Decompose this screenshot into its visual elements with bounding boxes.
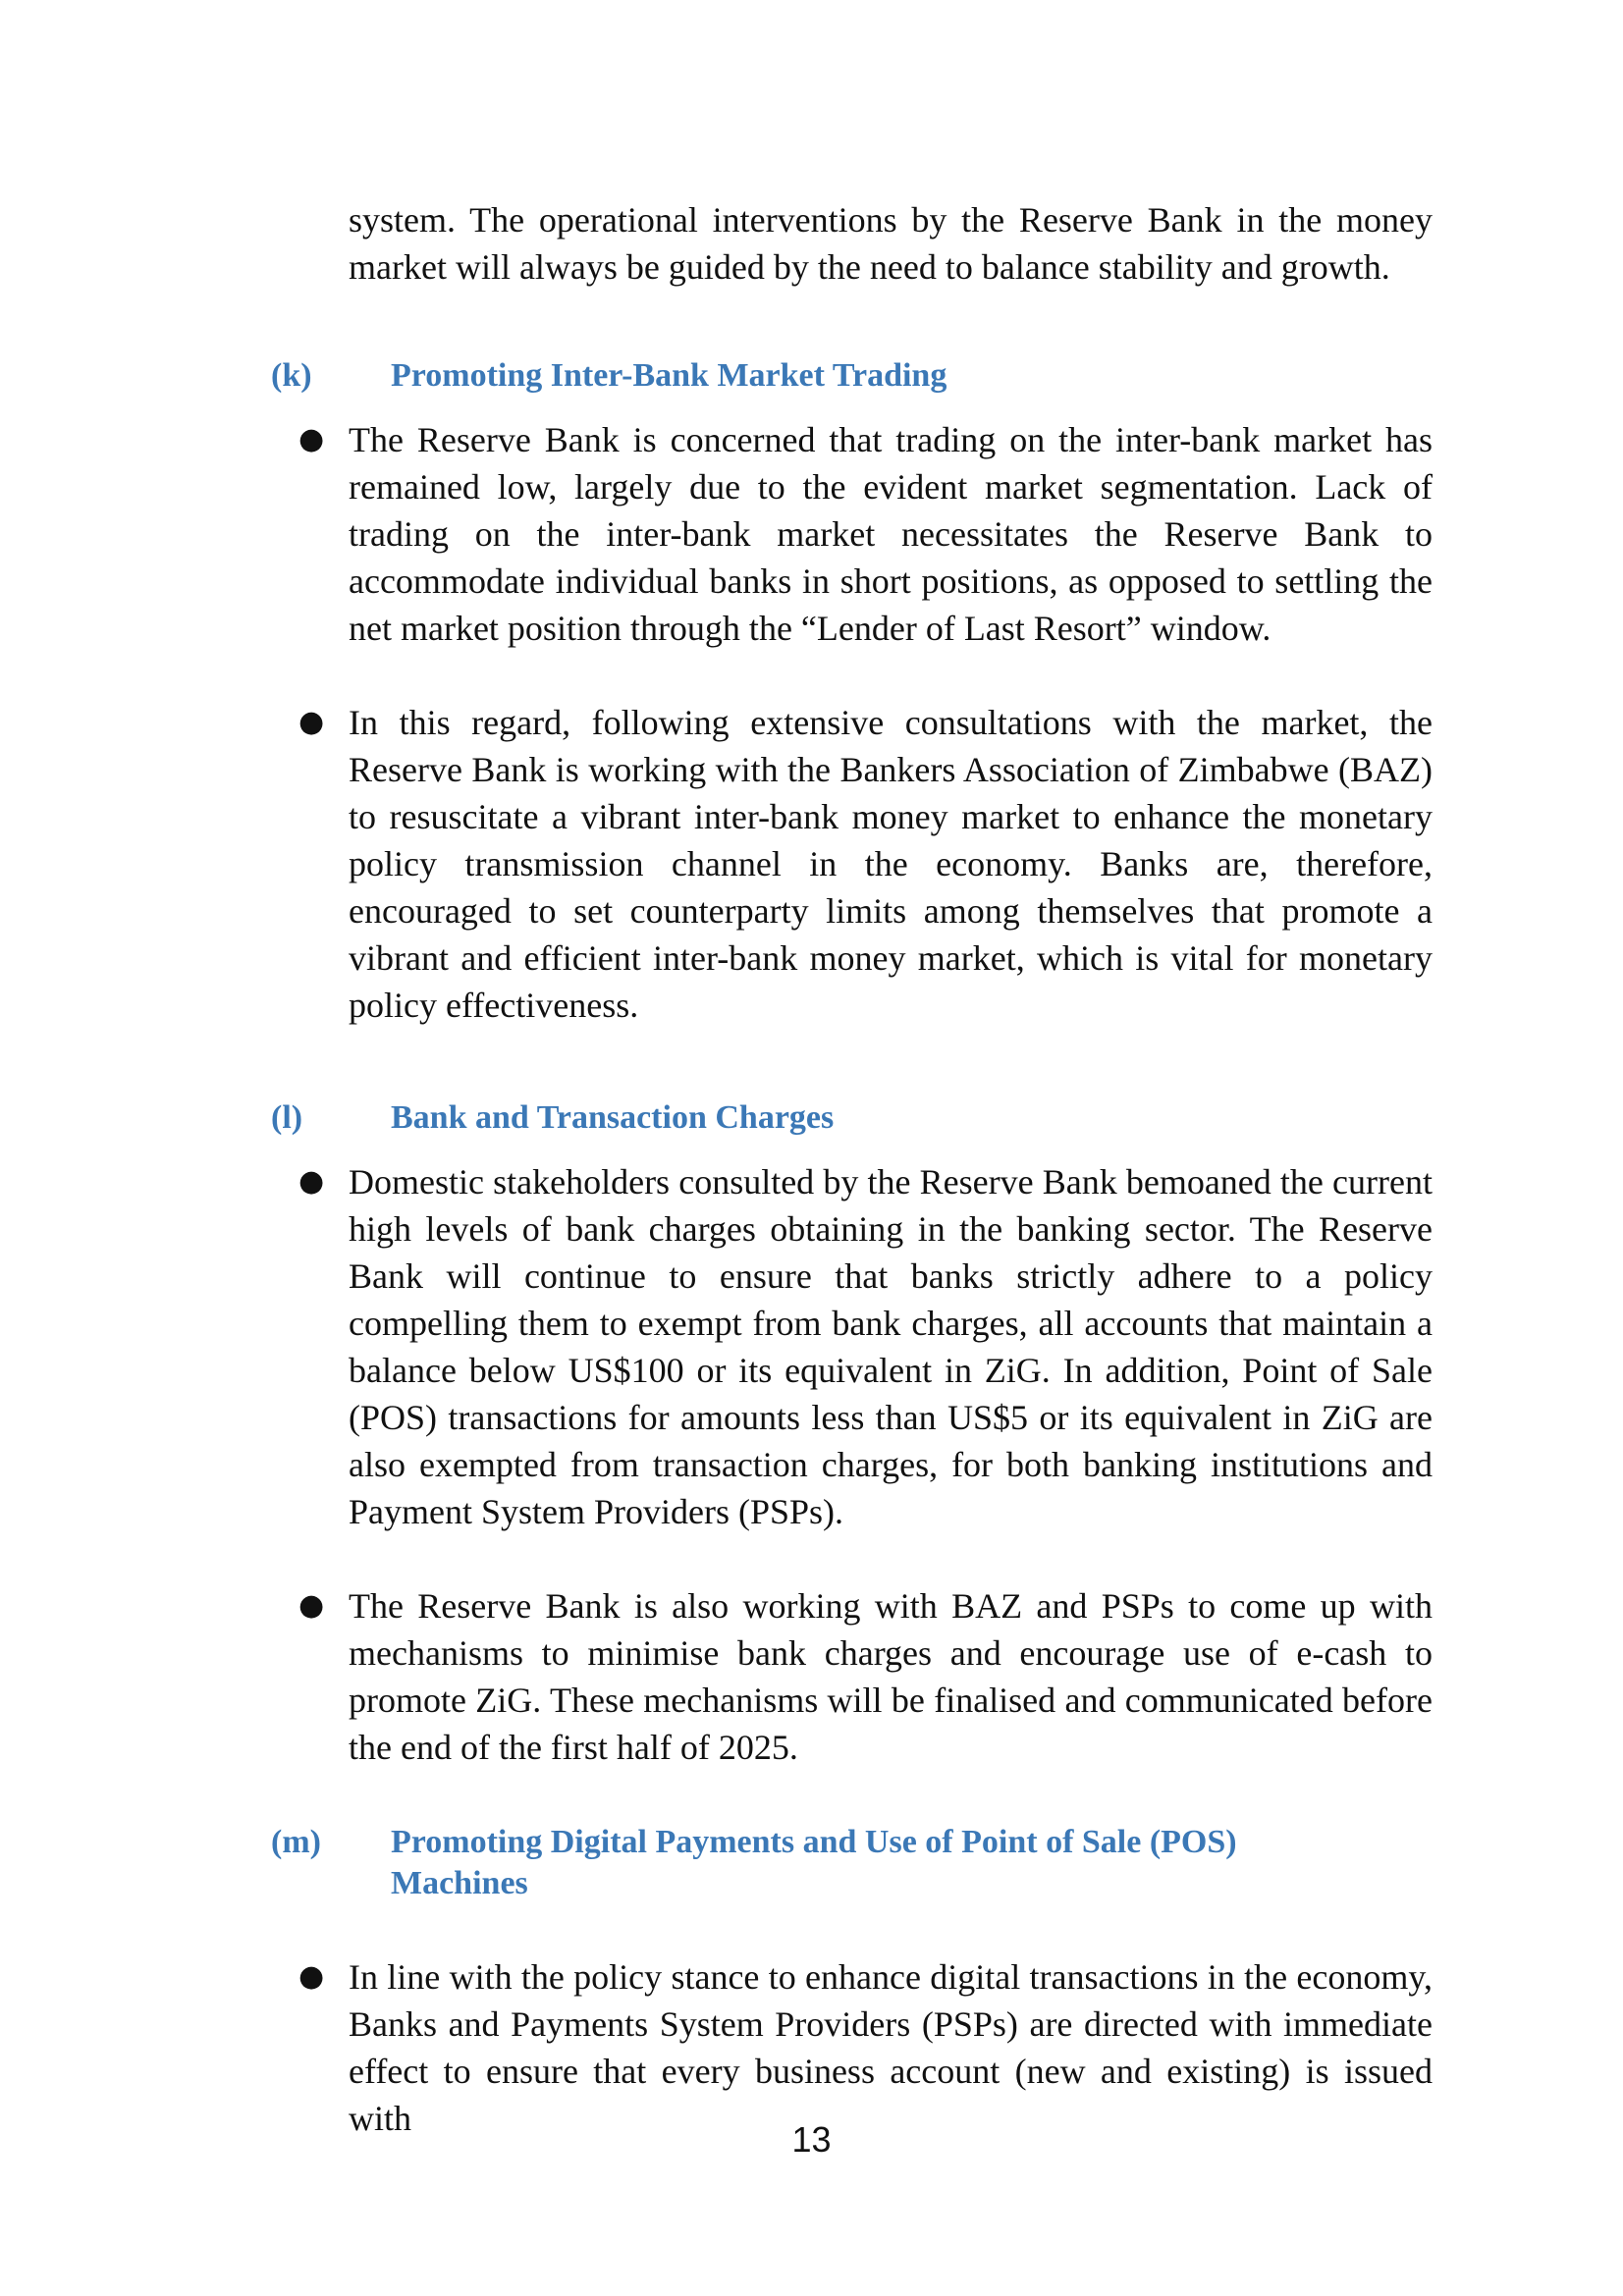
section-l-title: Bank and Transaction Charges bbox=[391, 1099, 835, 1136]
bullet-marker: ● bbox=[298, 1164, 325, 1199]
section-k-title: Promoting Inter-Bank Market Trading bbox=[391, 357, 947, 394]
section-m-title-line-1: Promoting Digital Payments and Use of Point of Sale (POS) bbox=[391, 1824, 1237, 1860]
section-k-bullet-2: In this regard, following extensive consultations with the market, the Reserve Bank is working with the Bankers Association of Zimbabwe (BAZ) to resuscitate a vibrant inter-bank money market to enhance the monetary policy transmission channel in the economy. Banks are, therefore, encouraged to set counterparty limits among themselves that promote a vibrant and efficient inter-bank money market, which is vital for monetary policy effectiveness. bbox=[349, 703, 1433, 1025]
bullet-marker: ● bbox=[298, 422, 325, 456]
section-m-title-line-2: Machines bbox=[391, 1865, 528, 1901]
bullet-marker: ● bbox=[298, 705, 325, 739]
section-l-letter: (l) bbox=[271, 1099, 303, 1136]
section-l-bullet-1: Domestic stakeholders consulted by the Reserve Bank bemoaned the current high levels of bank charges obtaining in the banking sector. The Reserve Bank will continue to ensure that banks strictly adhere to a policy compelling them to exempt from bank charges, all accounts that maintain a balance below US$100 or its equivalent in ZiG. In addition, Point of Sale (POS) transactions for amounts less than US$5 or its equivalent in ZiG are also exempted from transaction charges, for both banking institutions and Payment System Providers (PSPs). bbox=[349, 1162, 1433, 1531]
bullet-marker: ● bbox=[298, 1959, 325, 1994]
section-l-bullet-2: The Reserve Bank is also working with BAZ and PSPs to come up with mechanisms to minimise bank charges and encourage use of e-cash to promote ZiG. These mechanisms will be finalised and communicated before the end of the first half of 2025. bbox=[349, 1586, 1433, 1767]
bullet-marker: ● bbox=[298, 1588, 325, 1623]
section-m-bullet-1: In line with the policy stance to enhance digital transactions in the economy, Banks and Payments System Providers (PSPs) are directed with immediate effect to ensure that every business account (new and existing) is issued with bbox=[349, 1957, 1433, 2138]
page-number: 13 bbox=[791, 2119, 832, 2160]
section-k-letter: (k) bbox=[271, 357, 312, 394]
intro-paragraph: system. The operational interventions by the Reserve Bank in the money market will always be guided by the need to balance stability and growth. bbox=[349, 200, 1433, 287]
section-m-letter: (m) bbox=[271, 1824, 321, 1860]
section-k-bullet-1: The Reserve Bank is concerned that trading on the inter-bank market has remained low, largely due to the evident market segmentation. Lack of trading on the inter-bank market necessitates the Reserve Bank to accommodate individual banks in short positions, as opposed to settling the net market position through the “Lender of Last Resort” window. bbox=[349, 420, 1433, 648]
